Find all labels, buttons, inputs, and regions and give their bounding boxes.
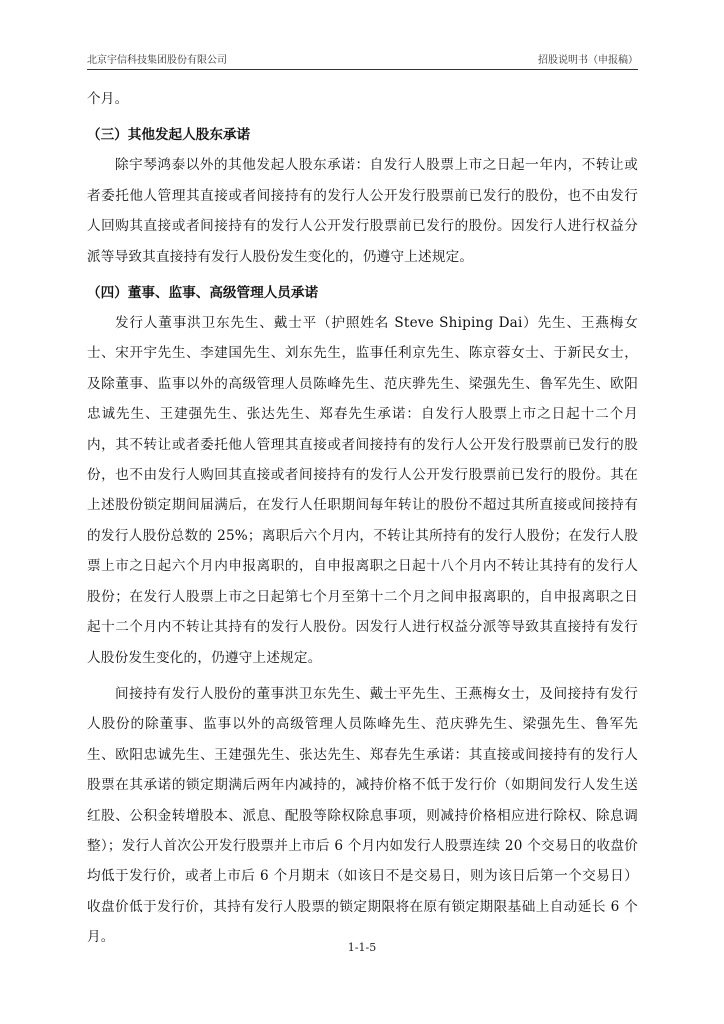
section-heading-4: （四）董事、监事、高级管理人员承诺 xyxy=(87,285,319,302)
paragraph-directors-commitment: 发行人董事洪卫东先生、戴士平（护照姓名 Steve Shiping Dai）先生、王燕梅女士、宋开宇先生、李建国先生、刘东先生，监事任利京先生、陈京蓉女士、于新民女士，及除董事、监事以外的高级管理人员陈峰先生、范庆骅先生、梁强先生、鲁军先生、欧阳忠诚先生、王建强先生、张达先生、郑春先生承诺：自发行人股票上市之日起十二个月内，其不转让或者委托他人管理其直接或者间接持有的发行人公开发行股票前已发行的股份，也不由发行人购回其直接或者间接持有的发行人公开发行股票前已发行的股份。其在上述股份锁定期间届满后，在发行人任职期间每年转让的股份不超过其所直接或间接持有的发行人股份总数的 25%；离职后六个月内，不转让其所持有的发行人股份；在发行人股票上市之日起六个月内申报离职的，自申报离职之日起十八个月内不转让其持有的发行人股份；在发行人股票上市之日起第七个月至第十二个月之间申报离职的，自申报离职之日起十二个月内不转让其持有的发行人股份。因发行人进行权益分派等导致其直接持有发行人股份发生变化的，仍遵守上述规定。 xyxy=(87,315,638,666)
header-divider xyxy=(87,69,638,70)
page-header xyxy=(87,51,638,67)
paragraph-indirect-holders-commitment: 间接持有发行人股份的董事洪卫东先生、戴士平先生、王燕梅女士，及间接持有发行人股份的除董事、监事以外的高级管理人员陈峰先生、范庆骅先生、梁强先生、鲁军先生、欧阳忠诚先生、王建强先生、张达先生、郑春先生承诺：其直接或间接持有的发行人股票在其承诺的锁定期满后两年内减持的，减持价格不低于发行价（如期间发行人发生送红股、公积金转增股本、派息、配股等除权除息事项，则减持价格相应进行除权、除息调整）；发行人首次公开发行股票并上市后 6 个月内如发行人股票连续 20 个交易日的收盘价均低于发行价，或者上市后 6 个月期末（如该日不是交易日，则为该日后第一个交易日）收盘价低于发行价，其持有发行人股票的锁定期限将在原有锁定期限基础上自动延长 6 个月。 xyxy=(87,685,638,946)
header-company-name: 北京宇信科技集团股份有限公司 xyxy=(87,55,227,66)
document-body xyxy=(87,84,638,953)
header-document-title: 招股说明书（申报稿） xyxy=(538,55,638,66)
paragraph-other-promoters: 除宇琴鸿泰以外的其他发起人股东承诺：自发行人股票上市之日起一年内，不转让或者委托他人管理其直接或者间接持有的发行人公开发行股票前已发行的股份，也不由发行人回购其直接或者间接持有的发行人公开发行股票前已发行的股份。因发行人进行权益分派等导致其直接持有发行人股份发生变化的，仍遵守上述规定。 xyxy=(87,157,638,265)
continuation-text: 个月。 xyxy=(87,91,129,107)
section-heading-3: （三）其他发起人股东承诺 xyxy=(87,127,251,144)
page-number: 1-1-5 xyxy=(347,941,377,954)
